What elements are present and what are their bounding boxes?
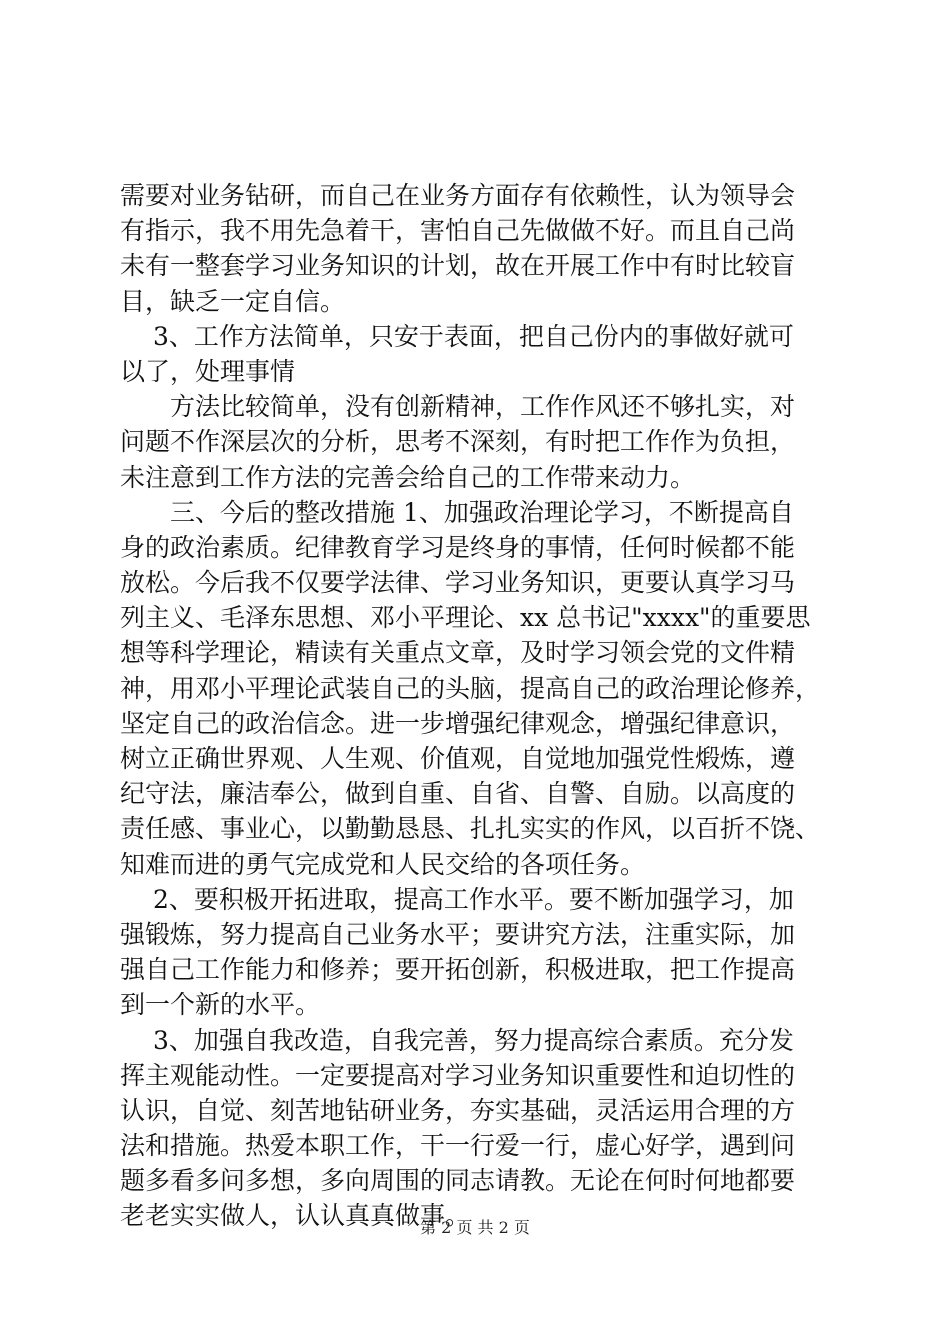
text-line: 神，用邓小平理论武装自己的头脑，提高自己的政治理论修养， [120,673,821,703]
text-line: 列主义、毛泽东思想、邓小平理论、xx 总书记"xxxx"的重要思 [120,603,811,633]
text-line: 3、工作方法简单，只安于表面，把自己份内的事做好就可 [120,321,794,351]
page-footer [0,1218,950,1238]
body-text [120,178,840,1234]
text-line: 以了，处理事情 [120,356,296,386]
text-line: 目，缺乏一定自信。 [120,286,346,316]
text-line: 未有一整套学习业务知识的计划，故在开展工作中有时比较盲 [120,251,796,281]
text-line: 题多看多问多想，多向周围的同志请教。无论在何时何地都要 [120,1166,796,1196]
text-line: 纪守法，廉洁奉公，做到自重、自省、自警、自励。以高度的 [120,779,796,809]
text-line: 责任感、事业心，以勤勤恳恳、扎扎实实的作风，以百折不饶、 [120,814,821,844]
text-line: 有指示，我不用先急着干，害怕自己先做做不好。而且自己尚 [120,216,796,246]
text-line: 认识，自觉、刻苦地钻研业务，夯实基础，灵活运用合理的方 [120,1095,796,1125]
text-line: 放松。今后我不仅要学法律、学习业务知识，更要认真学习马 [120,568,796,598]
text-line: 老老实实做人，认认真真做事。 [120,1201,471,1231]
text-line: 坚定自己的政治信念。进一步增强纪律观念，增强纪律意识， [120,708,796,738]
text-line: 三、今后的整改措施 1、加强政治理论学习，不断提高自 [120,497,794,527]
text-line: 强自己工作能力和修养；要开拓创新，积极进取，把工作提高 [120,955,796,985]
text-line: 树立正确世界观、人生观、价值观，自觉地加强党性煅炼，遵 [120,744,796,773]
text-line: 3、加强自我改造，自我完善，努力提高综合素质。充分发 [120,1025,794,1055]
text-line: 到一个新的水平。 [120,990,321,1020]
text-line: 法和措施。热爱本职工作，干一行爱一行，虚心好学，遇到问 [120,1131,796,1161]
text-line: 问题不作深层次的分析，思考不深刻，有时把工作作为负担， [120,427,796,457]
text-line: 强锻炼，努力提高自己业务水平；要讲究方法，注重实际，加 [120,919,796,949]
text-line: 需要对业务钻研，而自己在业务方面存有依赖性，认为领导会 [120,181,796,210]
text-line: 挥主观能动性。一定要提高对学习业务知识重要性和迫切性的 [120,1060,796,1090]
text-line: 知难而进的勇气完成党和人民交给的各项任务。 [120,849,646,879]
text-line: 身的政治素质。纪律教育学习是终身的事情，任何时候都不能 [120,532,796,562]
page-number: 第 2 页 共 2 页 [420,1218,530,1237]
text-line: 想等科学理论，精读有关重点文章，及时学习领会党的文件精 [120,638,796,668]
text-line: 2、要积极开拓进取，提高工作水平。要不断加强学习，加 [120,884,794,914]
text-line: 方法比较简单，没有创新精神，工作作风还不够扎实，对 [120,392,796,422]
text-line: 未注意到工作方法的完善会给自己的工作带来动力。 [120,462,696,492]
